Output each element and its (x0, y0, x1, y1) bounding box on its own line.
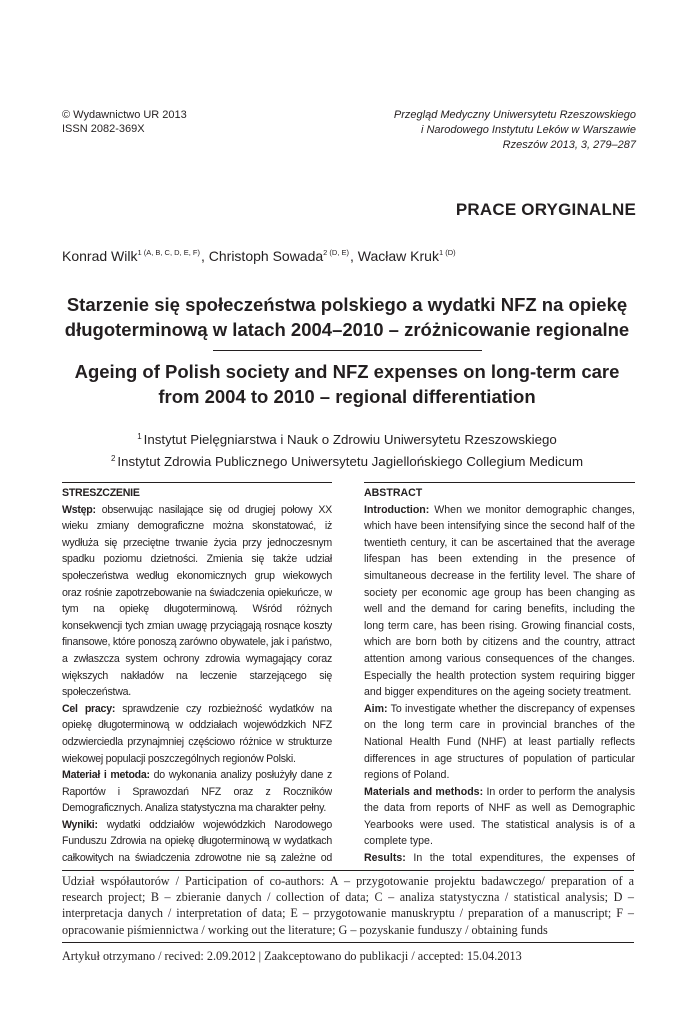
abstract-section (62, 817, 332, 863)
title-english-line-2: from 2004 to 2010 – regional differentiation (158, 386, 536, 407)
issn-line: ISSN 2082-369X (62, 123, 145, 135)
copyright-line: © Wydawnictwo UR 2013 (62, 109, 187, 121)
author-name: Christoph Sowada (208, 248, 324, 264)
title-english-line-1: Ageing of Polish society and NFZ expenses on long-term care (74, 361, 620, 382)
abstract-polish-heading: STRESZCZENIE (62, 487, 140, 499)
abstract-section-label: Wstęp: (62, 503, 96, 516)
abstract-section (62, 767, 332, 817)
author-affiliation-mark: 1 (A, B, C, D, E, F) (137, 248, 200, 257)
abstract-section-text: wydatki oddziałów wojewódzkich Narodowego Funduszu Zdrowia na opiekę długoterminową w wydatkach całkowitych na świadczenia zdrowotne nie są zależne od (62, 818, 332, 863)
abstract-section-text: In the total expenditures, the expenses of (413, 852, 635, 863)
title-polish-line-2: długoterminową w latach 2004–2010 – zróżnicowanie regionalne (64, 319, 630, 340)
abstract-english (364, 482, 635, 863)
affiliation-text: Instytut Zdrowia Publicznego Uniwersytetu Jagiellońskiego Collegium Medicum (117, 453, 584, 469)
title-polish (60, 292, 634, 342)
abstract-section-text: In order to perform the analysis the data from reports of NHF as well as Demographic Yearbooks were used. The statistical analysis is of a complete type. (364, 785, 635, 848)
journal-issue-line: Rzeszów 2013, 3, 279–287 (502, 139, 636, 151)
received-accepted-dates: Artykuł otrzymano / recived: 2.09.2012 | Zaakceptowano do publikacji / accepted: 15.04.2013 (62, 949, 522, 963)
author-affiliation-mark: 2 (D, E) (323, 248, 350, 257)
title-divider (213, 350, 482, 351)
abstract-section-label: Materiał i metoda: (62, 769, 150, 782)
abstract-section (62, 701, 332, 767)
abstract-english-heading: ABSTRACT (364, 487, 423, 499)
affiliation-item (60, 428, 634, 450)
section-label: PRACE ORYGINALNE (455, 200, 636, 219)
abstract-section-label: Introduction: (364, 503, 430, 516)
title-polish-line-1: Starzenie się społeczeństwa polskiego a wydatki NFZ na opiekę (66, 294, 628, 315)
abstract-section-text: do wykonania analizy posłużyły dane z Raportów i Sprawozdań NFZ oraz z Roczników Demograficznych. Analiza statystyczna ma charakter pełny. (62, 769, 332, 815)
affiliation-text: Instytut Pielęgniarstwa i Nauk o Zdrowiu Uniwersytetu Rzeszowskiego (143, 432, 557, 447)
title-english (60, 359, 634, 409)
abstract-section (364, 850, 635, 863)
author-separator: , (200, 248, 209, 264)
abstract-section-text: obserwując nasilające się od drugiej połowy XX wieku zmiany demograficzne można skonstatować, iż wydłuża się przeciętne trwanie życia przy jednoczesnym spadku poziomu dzietności. Zmienia się także udział społeczeństwa według ekonomicznych grup wiekowych oraz rośnie zapotrzebowanie na świadczenia opiekuńcze, w tym na opiekę długoterminową. Wśród różnych konsekwencji tych zmian uwagę przyciągają rosnące koszty finansowe, które ponoszą zarówno obywatele, jak i państwo, a zwłaszcza system ochrony zdrowia wymagający coraz większych nakładów na leczenie starzejącego się społeczeństwa. (62, 503, 332, 699)
abstract-section (364, 502, 635, 701)
abstract-section (364, 784, 635, 850)
author-name: Wacław Kruk (357, 248, 439, 264)
abstract-section-label: Wyniki: (62, 818, 98, 831)
author-affiliation-mark: 1 (D) (438, 248, 456, 257)
abstract-section-label: Materials and methods: (364, 785, 484, 798)
abstract-polish (62, 482, 332, 863)
author-separator: , (350, 248, 358, 264)
abstract-section-label: Aim: (364, 702, 388, 715)
journal-imprint (62, 108, 187, 136)
affiliation-number: 2 (110, 453, 116, 463)
journal-name-line-1: Przegląd Medyczny Uniwersytetu Rzeszowskiego (393, 109, 636, 121)
abstract-section-label: Results: (364, 852, 406, 863)
affiliations (60, 428, 634, 471)
affiliation-item (60, 450, 634, 472)
abstract-section-label: Cel pracy: (62, 702, 116, 715)
abstract-section-text: To investigate whether the discrepancy of expenses on the long term care in provincial branches of the National Health Fund (NHF) at least partially reflects differences in age structures of population of particular regions of Poland. (364, 702, 635, 782)
abstract-section-text: sprawdzenie czy rozbieżność wydatków na opiekę długoterminową w oddziałach wojewódzkich NFZ odzwierciedla przynajmniej częściowo różnice w strukturze wiekowej populacji poszczególnych regionów Polski. (62, 702, 332, 765)
abstract-section (62, 502, 332, 701)
coauthor-contribution-note: Udział współautorów / Participation of co-authors: A – przygotowanie projektu badawczego/ preparation of a research project; B – zbieranie danych / collection of data; C – analiza statystyczna / statistical analysis; D – interpretacja danych / interpretation of data; E – przygotowanie manuskryptu / preparation of a manuscript; F – opracowanie piśmiennictwa / working out the literature; G – pozyskanie funduszy / obtaining funds (62, 870, 634, 938)
author-list (62, 248, 457, 264)
journal-name-line-2: i Narodowego Instytutu Leków w Warszawie (420, 124, 636, 136)
footer-divider (62, 942, 634, 943)
author-name: Konrad Wilk (62, 248, 138, 264)
journal-citation (394, 108, 636, 153)
abstract-section (364, 701, 635, 784)
abstract-section-text: When we monitor demographic changes, which have been intensifying since the second half of the twentieth century, it can be ascertained that the average lifespan has been extending in the presence of simultaneous decrease in the fertility level. The share of society per economic age group has been changing as well and the demand for caring benefits, including the long term care, has been rising. Growing financial costs, which are born both by citizens and the country, attract attention among various consequences of the changes. Especially the health protection system requiring bigger and bigger expenditures on the ageing society treatment. (364, 503, 635, 699)
affiliation-number: 1 (137, 432, 142, 441)
